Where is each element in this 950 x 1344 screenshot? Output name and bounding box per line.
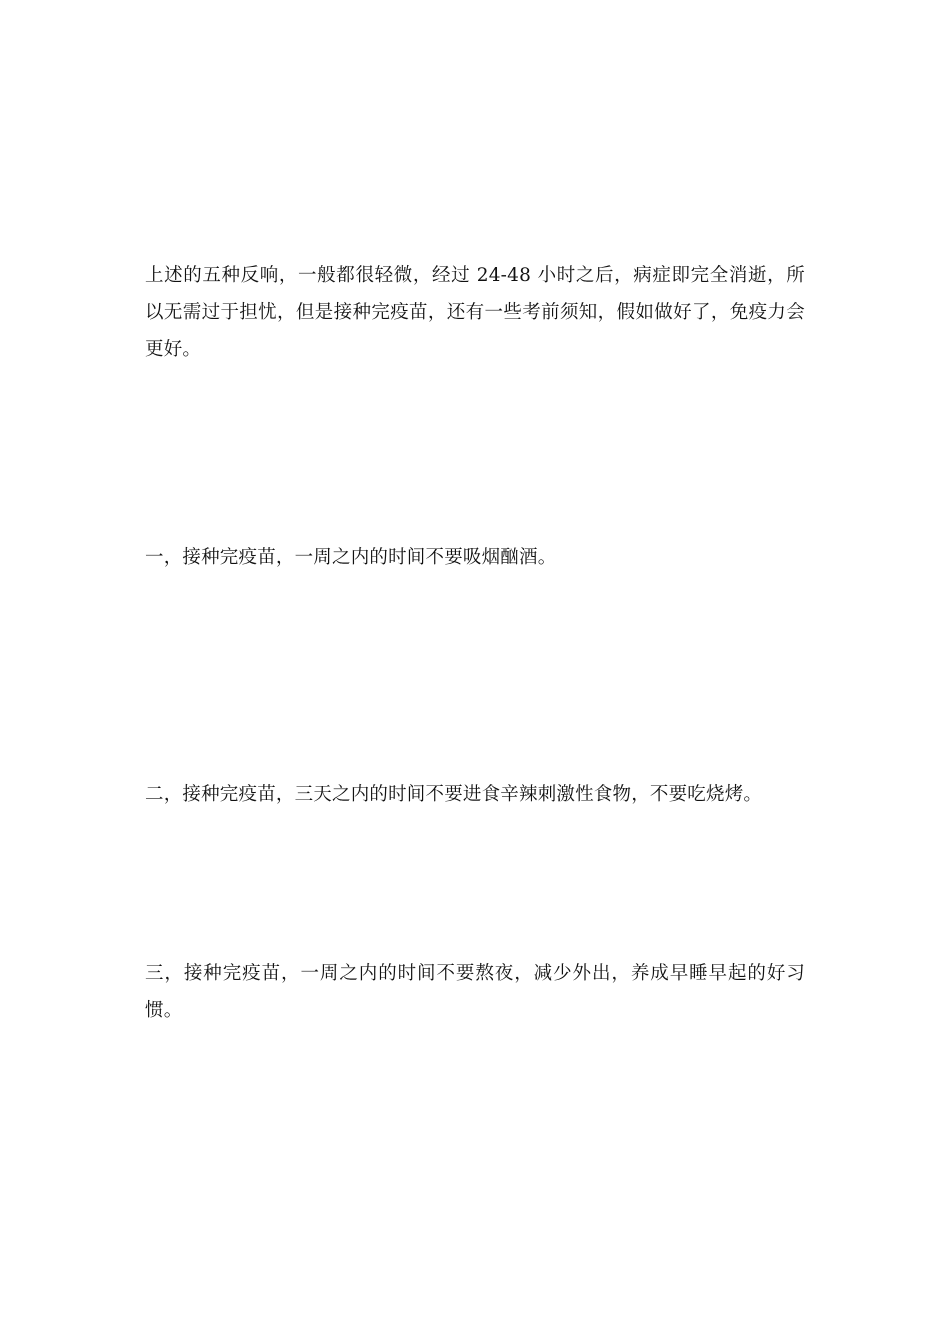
precaution-item-3: 三，接种完疫苗，一周之内的时间不要熬夜，减少外出，养成早睡早起的好习惯。	[145, 963, 805, 1021]
intro-paragraph: 上述的五种反响，一般都很轻微，经过 24-48 小时之后，病症即完全消逝，所以无需过于担忧，但是接种完疫苗，还有一些考前须知，假如做好了，免疫力会更好。	[145, 265, 805, 360]
precaution-item-2: 二，接种完疫苗，三天之内的时间不要进食辛辣刺激性食物，不要吃烧烤。	[145, 784, 763, 805]
precaution-item-1: 一，接种完疫苗，一周之内的时间不要吸烟酗酒。	[145, 547, 557, 568]
